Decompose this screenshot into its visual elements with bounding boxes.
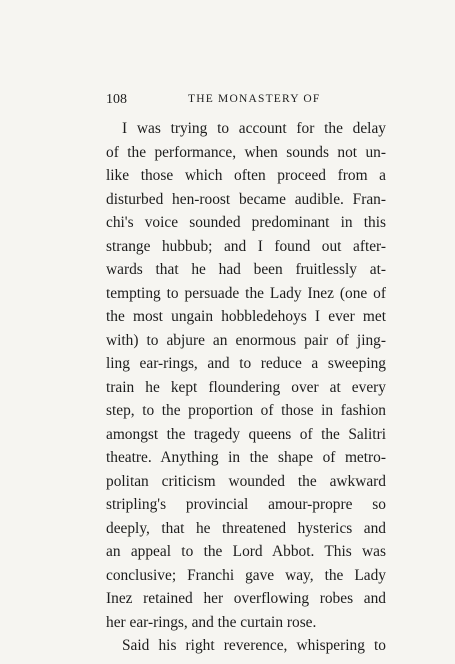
text-line: the most ungain hobbledehoys I ever met — [106, 308, 386, 325]
text-line: disturbed hen-roost became audible. Fran- — [106, 190, 386, 208]
page-number: 108 — [106, 92, 127, 107]
text-line: with) to abjure an enormous pair of jing- — [106, 331, 386, 349]
text-line: wards that he had been fruitlessly at- — [106, 261, 386, 278]
text-line: step, to the proportion of those in fashion — [106, 402, 386, 419]
text-line: ling ear-rings, and to reduce a sweeping — [106, 355, 386, 372]
text-line: Said his right reverence, whispering to — [122, 637, 386, 654]
body-text — [106, 117, 386, 658]
running-title: THE MONASTERY OF — [188, 93, 321, 105]
text-line: strange hubbub; and I found out after- — [106, 237, 386, 255]
text-line: Inez retained her overflowing robes and — [106, 590, 386, 607]
text-line: tempting to persuade the Lady Inez (one of — [106, 284, 386, 302]
text-line: chi's voice sounded predominant in this — [106, 214, 386, 231]
text-line: deeply, that he threatened hysterics and — [106, 519, 386, 537]
text-line: amongst the tragedy queens of the Salitri — [106, 425, 386, 443]
text-line: conclusive; Franchi gave way, the Lady — [106, 566, 386, 584]
text-line: her ear-rings, and the curtain rose. — [106, 613, 317, 631]
text-line: I was trying to account for the delay — [122, 120, 386, 137]
text-line: stripling's provincial amour-propre so — [106, 496, 386, 513]
text-line: theatre. Anything in the shape of metro- — [106, 449, 386, 466]
running-head — [106, 92, 386, 108]
text-line: of the performance, when sounds not un- — [106, 143, 386, 161]
text-line: politan criticism wounded the awkward — [106, 472, 386, 490]
text-line: like those which often proceed from a — [106, 167, 386, 184]
text-line: an appeal to the Lord Abbot. This was — [106, 543, 386, 560]
text-line: train he kept floundering over at every — [106, 378, 386, 396]
